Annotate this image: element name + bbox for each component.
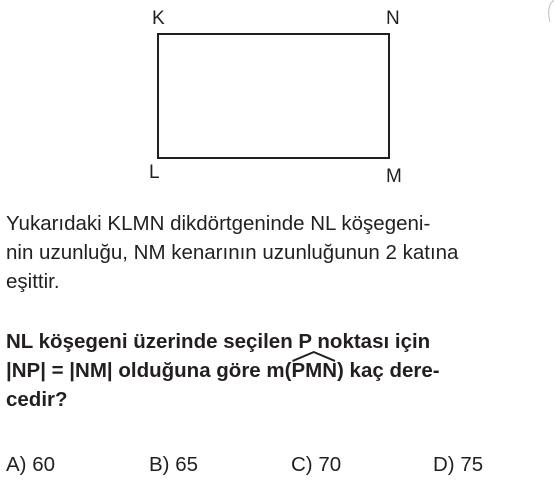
page-edge-mark bbox=[544, 0, 554, 22]
question-line: cedir? bbox=[6, 388, 68, 411]
statement-line: Yukarıdaki KLMN dikdörtgeninde NL köşegeni- bbox=[6, 212, 431, 235]
question-text-part: |NP| = |NM| olduğuna göre m( bbox=[6, 359, 292, 382]
vertex-label-n: N bbox=[386, 8, 400, 29]
rectangle-figure bbox=[0, 0, 554, 195]
choice-d[interactable]: D) 75 bbox=[433, 453, 484, 476]
problem-statement bbox=[6, 209, 551, 296]
statement-line: nin uzunluğu, NM kenarının uzunluğunun 2 katına bbox=[6, 241, 459, 264]
choice-c[interactable]: C) 70 bbox=[291, 453, 342, 476]
rectangle-klmn bbox=[158, 34, 389, 158]
choice-b[interactable]: B) 65 bbox=[149, 453, 198, 476]
angle-notation bbox=[291, 356, 337, 385]
vertex-label-k: K bbox=[152, 8, 165, 29]
choice-a[interactable]: A) 60 bbox=[6, 453, 55, 476]
angle-name: PMN bbox=[291, 359, 338, 382]
vertex-label-m: M bbox=[386, 166, 402, 187]
statement-line: eşittir. bbox=[6, 270, 60, 293]
vertex-label-l: L bbox=[149, 162, 160, 183]
question-text-part: ) kaç dere- bbox=[337, 359, 440, 382]
question-line bbox=[6, 356, 551, 385]
angle-hat-icon bbox=[291, 350, 337, 362]
question-text bbox=[6, 327, 551, 414]
question-line: NL köşegeni üzerinde seçilen P noktası için bbox=[6, 330, 431, 353]
